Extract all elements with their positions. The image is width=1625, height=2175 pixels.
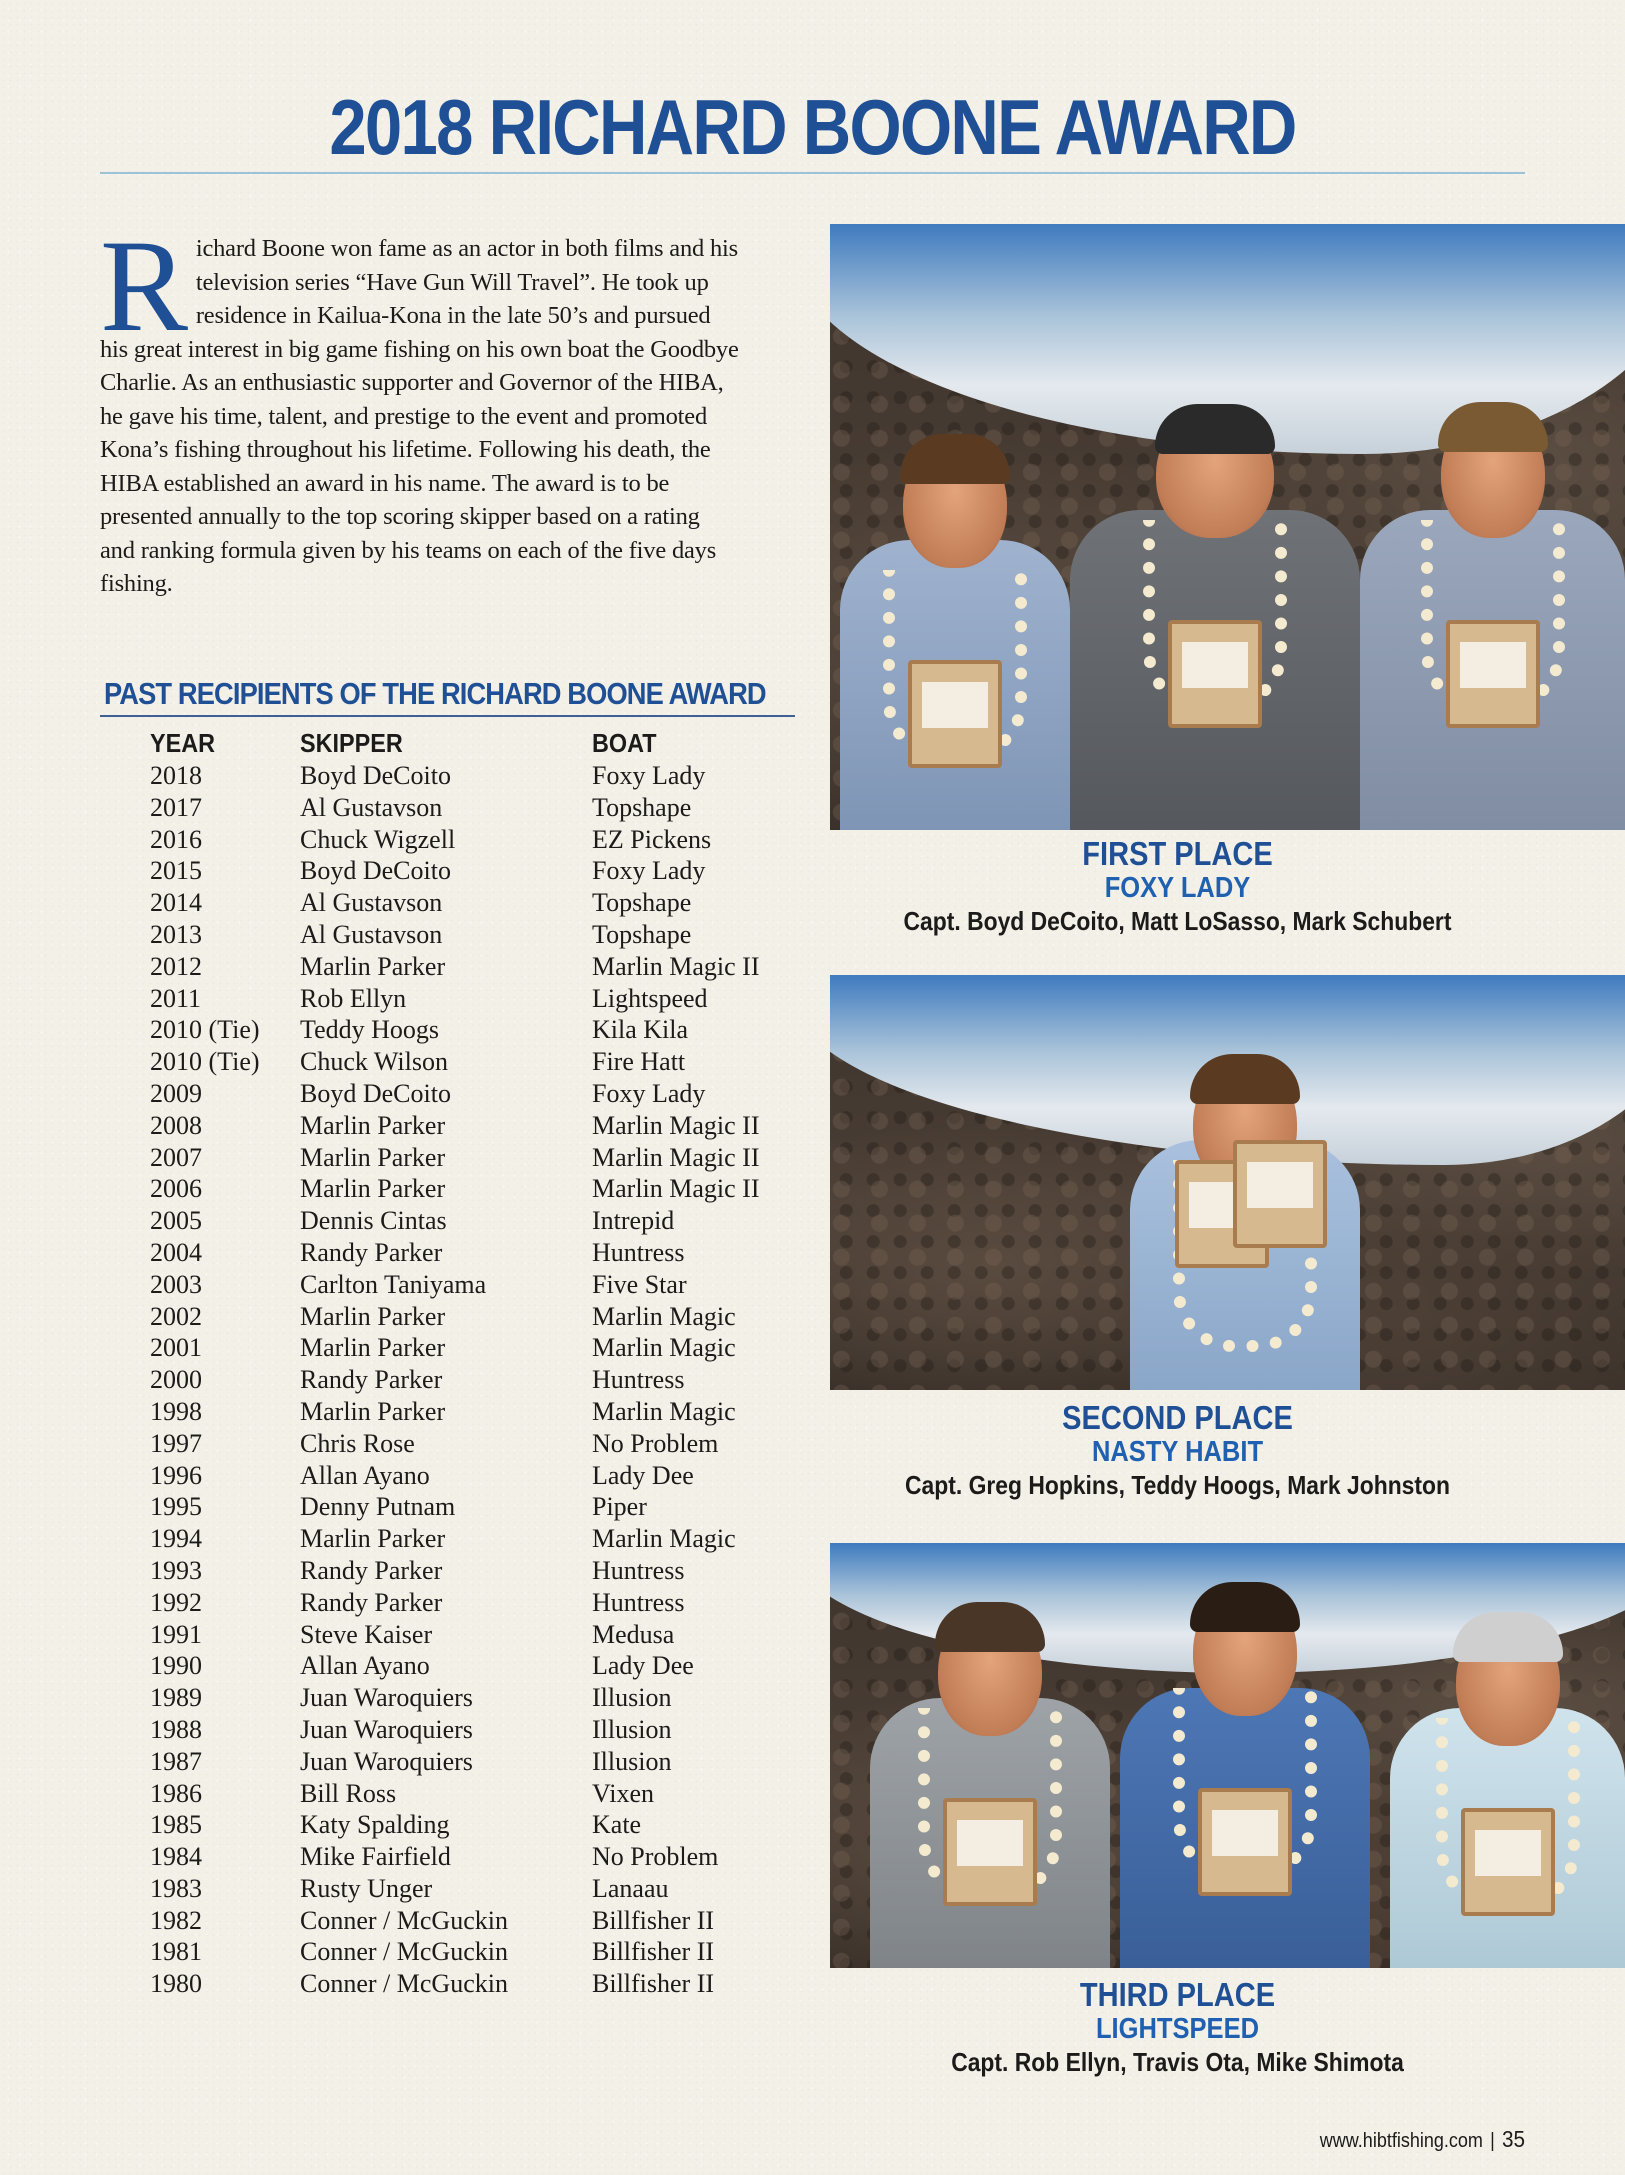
row-boat: Marlin Magic II bbox=[592, 951, 760, 981]
table-row bbox=[150, 1778, 800, 1810]
first-place-caption bbox=[830, 836, 1525, 938]
row-year: 2018 bbox=[150, 761, 202, 790]
row-skipper: Marlin Parker bbox=[300, 1142, 446, 1172]
row-skipper: Dennis Cintas bbox=[300, 1206, 447, 1236]
row-boat: Vixen bbox=[592, 1778, 654, 1808]
third-place-crew: Capt. Rob Ellyn, Travis Ota, Mike Shimota bbox=[951, 2047, 1404, 2077]
row-year: 1988 bbox=[150, 1714, 202, 1744]
page-number: 35 bbox=[1501, 2126, 1525, 2152]
row-year: 1997 bbox=[150, 1428, 202, 1458]
row-year: 2000 bbox=[150, 1365, 202, 1395]
table-row bbox=[150, 1014, 800, 1046]
row-year: 2001 bbox=[150, 1333, 202, 1363]
row-year: 2015 bbox=[150, 856, 202, 886]
table-row bbox=[150, 760, 800, 792]
row-year: 2004 bbox=[150, 1237, 202, 1267]
row-boat: Foxy Lady bbox=[592, 856, 706, 886]
first-place-boat: FOXY LADY bbox=[1104, 872, 1251, 904]
row-boat: Illusion bbox=[592, 1746, 672, 1776]
row-boat: Fire Hatt bbox=[592, 1047, 686, 1077]
first-place-crew: Capt. Boyd DeCoito, Matt LoSasso, Mark Schubert bbox=[903, 906, 1452, 936]
row-year: 2012 bbox=[150, 951, 202, 981]
row-skipper: Allan Ayano bbox=[300, 1651, 430, 1681]
row-skipper: Conner / McGuckin bbox=[300, 1937, 508, 1967]
row-year: 1982 bbox=[150, 1905, 202, 1935]
row-boat: Marlin Magic II bbox=[592, 1110, 760, 1140]
table-row bbox=[150, 1332, 800, 1364]
row-skipper: Randy Parker bbox=[300, 1365, 443, 1395]
table-row bbox=[150, 1746, 800, 1778]
table-row bbox=[150, 1936, 800, 1968]
row-skipper: Chuck Wigzell bbox=[300, 824, 456, 854]
row-skipper: Juan Waroquiers bbox=[300, 1746, 473, 1776]
row-boat: Topshape bbox=[592, 792, 692, 822]
row-year: 2010 (Tie) bbox=[150, 1047, 260, 1077]
table-row bbox=[150, 1364, 800, 1396]
table-row bbox=[150, 1491, 800, 1523]
row-boat: Marlin Magic bbox=[592, 1333, 736, 1363]
table-row bbox=[150, 951, 800, 983]
table-row bbox=[150, 1968, 800, 2000]
table-row bbox=[150, 1555, 800, 1587]
drop-cap: R bbox=[100, 212, 188, 359]
row-year: 2017 bbox=[150, 792, 202, 822]
title-divider bbox=[100, 172, 1525, 174]
table-row bbox=[150, 1110, 800, 1142]
row-year: 1994 bbox=[150, 1524, 202, 1554]
table-row bbox=[150, 983, 800, 1015]
recipients-heading: PAST RECIPIENTS OF THE RICHARD BOONE AWARD bbox=[104, 676, 766, 711]
table-row bbox=[150, 1428, 800, 1460]
row-boat: Marlin Magic bbox=[592, 1396, 736, 1426]
row-skipper: Katy Spalding bbox=[300, 1810, 450, 1840]
row-boat: Illusion bbox=[592, 1683, 672, 1713]
row-boat: No Problem bbox=[592, 1428, 719, 1458]
table-row bbox=[150, 792, 800, 824]
table-row bbox=[150, 1142, 800, 1174]
third-place-photo bbox=[830, 1543, 1625, 1968]
row-year: 1985 bbox=[150, 1810, 202, 1840]
row-boat: Lady Dee bbox=[592, 1651, 694, 1681]
row-boat: Illusion bbox=[592, 1714, 672, 1744]
second-place-crew: Capt. Greg Hopkins, Teddy Hoogs, Mark Johnston bbox=[905, 1470, 1450, 1500]
table-row bbox=[150, 1269, 800, 1301]
row-skipper: Marlin Parker bbox=[300, 1333, 446, 1363]
row-skipper: Juan Waroquiers bbox=[300, 1683, 473, 1713]
row-year: 2003 bbox=[150, 1269, 202, 1299]
intro-text: ichard Boone won fame as an actor in both films and his television series “Have Gun Will Travel”. He took up residence in Kailua-Kona in the late 50’s and pursued his great interest in big game fishing on his own boat the Goodbye Charlie. As an enthusiastic supporter and Governor of the HIBA, he gave his time, talent, and prestige to the event and promoted Kona’s fishing throughout his lifetime. Following his death, the HIBA established an award in his name. The award is to be presented annually to the top scoring skipper based on a rating and ranking formula given by his teams on each of the five days fishing. bbox=[100, 235, 739, 597]
row-year: 1992 bbox=[150, 1587, 202, 1617]
row-year: 2016 bbox=[150, 824, 202, 854]
row-skipper: Boyd DeCoito bbox=[300, 856, 451, 886]
table-row bbox=[150, 855, 800, 887]
row-year: 1980 bbox=[150, 1969, 202, 1999]
footer-separator: | bbox=[1490, 2130, 1495, 2152]
third-place-boat: LIGHTSPEED bbox=[1095, 2013, 1260, 2045]
row-year: 2002 bbox=[150, 1301, 202, 1331]
table-row bbox=[150, 1046, 800, 1078]
first-place-label: FIRST PLACE bbox=[1082, 835, 1273, 872]
row-skipper: Juan Waroquiers bbox=[300, 1714, 473, 1744]
table-row bbox=[150, 1237, 800, 1269]
third-place-label: THIRD PLACE bbox=[1079, 1976, 1276, 2013]
row-skipper: Marlin Parker bbox=[300, 1396, 446, 1426]
footer-url[interactable]: www.hibtfishing.com bbox=[1319, 2130, 1483, 2152]
column-header-skipper: SKIPPER bbox=[300, 728, 403, 758]
table-row bbox=[150, 1682, 800, 1714]
row-boat: Five Star bbox=[592, 1269, 687, 1299]
row-year: 1991 bbox=[150, 1619, 202, 1649]
row-year: 1984 bbox=[150, 1842, 202, 1872]
row-year: 2011 bbox=[150, 983, 202, 1013]
table-row bbox=[150, 1841, 800, 1873]
row-boat: Topshape bbox=[592, 919, 692, 949]
row-boat: Foxy Lady bbox=[592, 761, 706, 790]
row-boat: Marlin Magic II bbox=[592, 1142, 760, 1172]
row-skipper: Conner / McGuckin bbox=[300, 1969, 508, 1999]
row-skipper: Carlton Taniyama bbox=[300, 1269, 487, 1299]
row-skipper: Randy Parker bbox=[300, 1587, 443, 1617]
row-boat: Piper bbox=[592, 1492, 647, 1522]
row-skipper: Mike Fairfield bbox=[300, 1842, 451, 1872]
row-skipper: Chuck Wilson bbox=[300, 1047, 448, 1077]
row-skipper: Denny Putnam bbox=[300, 1492, 456, 1522]
table-row bbox=[150, 1650, 800, 1682]
row-skipper: Randy Parker bbox=[300, 1237, 443, 1267]
table-row bbox=[150, 1587, 800, 1619]
table-row bbox=[150, 1809, 800, 1841]
page-title: 2018 RICHARD BOONE AWARD bbox=[329, 83, 1296, 171]
row-skipper: Al Gustavson bbox=[300, 792, 443, 822]
row-skipper: Boyd DeCoito bbox=[300, 1078, 451, 1108]
table-row bbox=[150, 1460, 800, 1492]
row-year: 2006 bbox=[150, 1174, 202, 1204]
table-row bbox=[150, 1078, 800, 1110]
row-boat: Huntress bbox=[592, 1237, 685, 1267]
third-place-caption bbox=[830, 1977, 1525, 2079]
row-boat: Intrepid bbox=[592, 1206, 675, 1236]
row-boat: Foxy Lady bbox=[592, 1078, 706, 1108]
table-row bbox=[150, 1205, 800, 1237]
row-boat: Lady Dee bbox=[592, 1460, 694, 1490]
row-skipper: Bill Ross bbox=[300, 1778, 397, 1808]
row-boat: Billfisher II bbox=[592, 1905, 715, 1935]
second-place-photo bbox=[830, 975, 1625, 1390]
table-row bbox=[150, 1873, 800, 1905]
table-row bbox=[150, 887, 800, 919]
page-footer bbox=[1320, 2126, 1525, 2153]
row-boat: Marlin Magic II bbox=[592, 1174, 760, 1204]
row-year: 1987 bbox=[150, 1746, 202, 1776]
row-boat: Lanaau bbox=[592, 1873, 669, 1903]
row-skipper: Teddy Hoogs bbox=[300, 1015, 440, 1045]
table-row bbox=[150, 1905, 800, 1937]
row-year: 1995 bbox=[150, 1492, 202, 1522]
row-year: 1981 bbox=[150, 1937, 202, 1967]
column-header-year: YEAR bbox=[150, 728, 216, 758]
row-boat: Huntress bbox=[592, 1365, 685, 1395]
row-year: 2013 bbox=[150, 919, 202, 949]
row-boat: EZ Pickens bbox=[592, 824, 712, 854]
row-boat: Medusa bbox=[592, 1619, 675, 1649]
row-boat: Huntress bbox=[592, 1555, 685, 1585]
row-skipper: Marlin Parker bbox=[300, 951, 446, 981]
column-header-boat: BOAT bbox=[592, 728, 657, 758]
row-skipper: Al Gustavson bbox=[300, 888, 443, 918]
row-boat: Marlin Magic bbox=[592, 1524, 736, 1554]
second-place-caption bbox=[830, 1400, 1525, 1502]
row-boat: Kate bbox=[592, 1810, 642, 1840]
table-row bbox=[150, 1619, 800, 1651]
first-place-photo bbox=[830, 224, 1625, 830]
intro-paragraph bbox=[100, 212, 740, 601]
row-skipper: Rob Ellyn bbox=[300, 983, 407, 1013]
row-year: 2010 (Tie) bbox=[150, 1015, 260, 1045]
row-year: 1990 bbox=[150, 1651, 202, 1681]
row-skipper: Boyd DeCoito bbox=[300, 761, 451, 790]
row-boat: Lightspeed bbox=[592, 983, 708, 1013]
row-boat: Billfisher II bbox=[592, 1969, 715, 1999]
row-boat: Marlin Magic bbox=[592, 1301, 736, 1331]
row-year: 1996 bbox=[150, 1460, 202, 1490]
row-boat: Huntress bbox=[592, 1587, 685, 1617]
table-row bbox=[150, 1396, 800, 1428]
row-year: 2005 bbox=[150, 1206, 202, 1236]
row-year: 1986 bbox=[150, 1778, 202, 1808]
row-year: 2007 bbox=[150, 1142, 202, 1172]
row-boat: Kila Kila bbox=[592, 1015, 689, 1045]
row-skipper: Rusty Unger bbox=[300, 1873, 433, 1903]
recipients-table bbox=[150, 760, 800, 2000]
row-skipper: Randy Parker bbox=[300, 1555, 443, 1585]
row-skipper: Chris Rose bbox=[300, 1428, 415, 1458]
second-place-label: SECOND PLACE bbox=[1062, 1399, 1293, 1436]
table-row bbox=[150, 1301, 800, 1333]
row-boat: No Problem bbox=[592, 1842, 719, 1872]
row-boat: Billfisher II bbox=[592, 1937, 715, 1967]
row-skipper: Marlin Parker bbox=[300, 1301, 446, 1331]
row-year: 1993 bbox=[150, 1555, 202, 1585]
row-year: 1983 bbox=[150, 1873, 202, 1903]
table-row bbox=[150, 1173, 800, 1205]
row-skipper: Conner / McGuckin bbox=[300, 1905, 508, 1935]
row-year: 1998 bbox=[150, 1396, 202, 1426]
row-skipper: Steve Kaiser bbox=[300, 1619, 433, 1649]
row-skipper: Marlin Parker bbox=[300, 1524, 446, 1554]
table-row bbox=[150, 824, 800, 856]
row-skipper: Marlin Parker bbox=[300, 1110, 446, 1140]
row-boat: Topshape bbox=[592, 888, 692, 918]
row-year: 1989 bbox=[150, 1683, 202, 1713]
table-row bbox=[150, 1714, 800, 1746]
table-row bbox=[150, 919, 800, 951]
row-skipper: Marlin Parker bbox=[300, 1174, 446, 1204]
row-skipper: Al Gustavson bbox=[300, 919, 443, 949]
second-place-boat: NASTY HABIT bbox=[1091, 1436, 1264, 1468]
table-row bbox=[150, 1523, 800, 1555]
row-year: 2009 bbox=[150, 1078, 202, 1108]
row-skipper: Allan Ayano bbox=[300, 1460, 430, 1490]
row-year: 2008 bbox=[150, 1110, 202, 1140]
recipients-divider bbox=[100, 715, 795, 717]
row-year: 2014 bbox=[150, 888, 202, 918]
